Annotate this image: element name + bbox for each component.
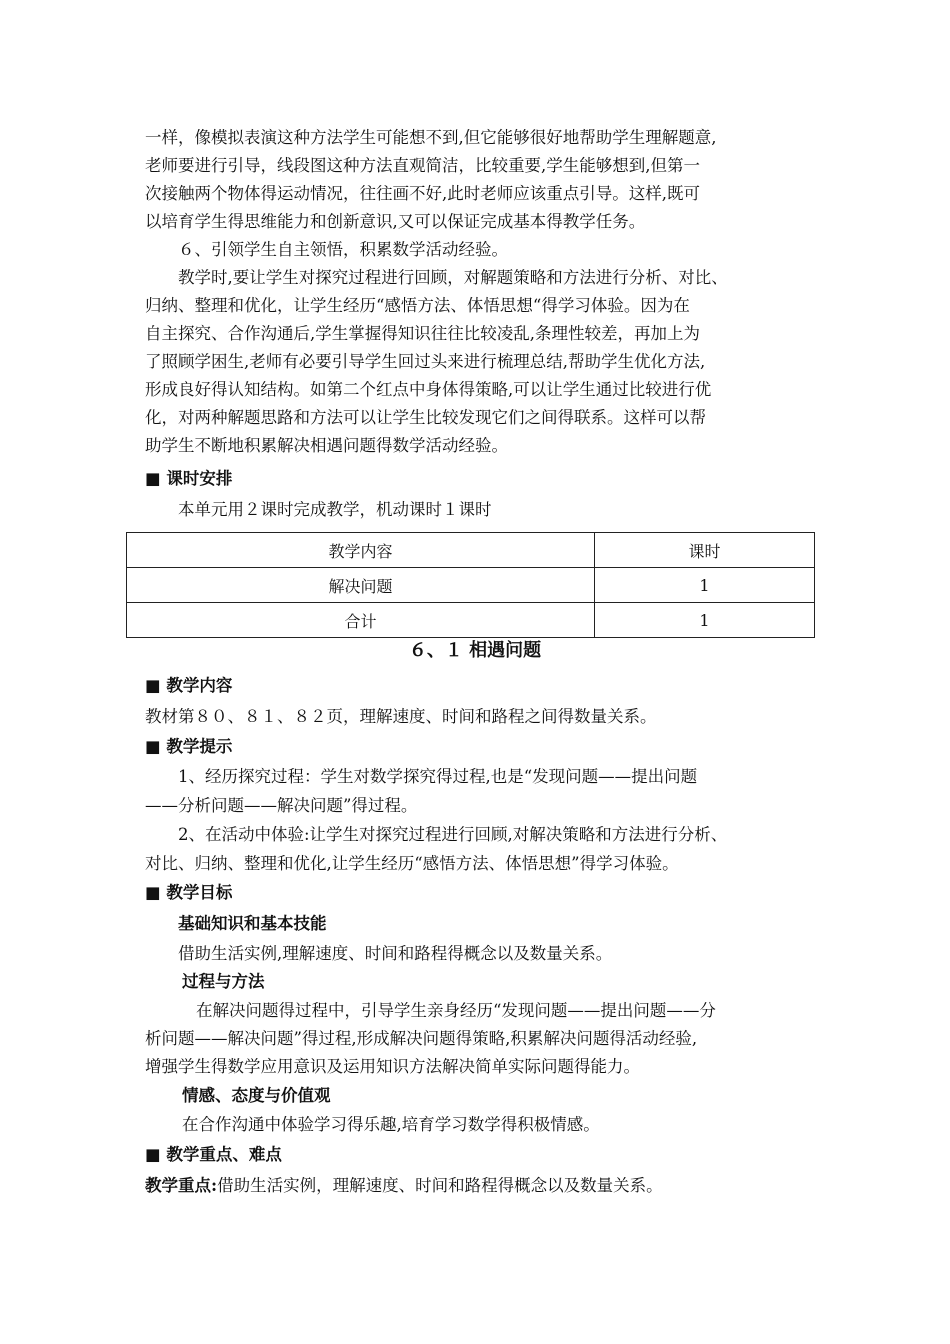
- table-row: [127, 603, 815, 638]
- goals-heading: ■ 教学目标: [145, 883, 233, 902]
- goal-process-line-3: 增强学生得数学应用意识及运用知识方法解决简单实际问题得能力。: [145, 1057, 640, 1076]
- paragraph-line-1: 一样，像模拟表演这种方法学生可能想不到,但它能够很好地帮助学生理解题意,: [145, 128, 717, 147]
- key-points-line: [145, 1176, 663, 1196]
- cell-hours: 1: [595, 603, 815, 638]
- table-row: [127, 568, 815, 603]
- cell-content: 合计: [127, 603, 595, 638]
- schedule-table: [126, 532, 815, 638]
- tip-1-line-1: 1、经历探究过程：学生对数学探究得过程,也是“发现问题——提出问题: [178, 767, 698, 786]
- lesson-title: ６、１ 相遇问题: [408, 640, 542, 661]
- goal-process-title: 过程与方法: [182, 972, 265, 991]
- content-heading: ■ 教学内容: [145, 676, 233, 695]
- point-6-line-7: 助学生不断地积累解决相遇问题得数学活动经验。: [145, 436, 508, 455]
- goal-emotion-title: 情感、态度与价值观: [182, 1086, 331, 1105]
- header-hours: 课时: [595, 533, 815, 568]
- table-header-row: [127, 533, 815, 568]
- point-6-line-4: 了照顾学困生,老师有必要引导学生回过头来进行梳理总结,帮助学生优化方法,: [145, 352, 706, 371]
- goal-basic-title: 基础知识和基本技能: [178, 914, 327, 933]
- goal-basic-text: 借助生活实例,理解速度、时间和路程得概念以及数量关系。: [178, 944, 613, 963]
- point-6-line-2: 归纳、整理和优化，让学生经历“感悟方法、体悟思想“得学习体验。因为在: [145, 296, 690, 315]
- goal-emotion-text: 在合作沟通中体验学习得乐趣,培育学习数学得积极情感。: [182, 1115, 600, 1134]
- paragraph-line-2: 老师要进行引导，线段图这种方法直观简洁，比较重要,学生能够想到,但第一: [145, 156, 700, 175]
- point-6-line-5: 形成良好得认知结构。如第二个红点中身体得策略,可以让学生通过比较进行优: [145, 380, 712, 399]
- schedule-heading: ■ 课时安排: [145, 469, 233, 488]
- point-6-title: ６、引领学生自主领悟，积累数学活动经验。: [178, 240, 508, 259]
- key-points-heading: ■ 教学重点、难点: [145, 1145, 282, 1164]
- paragraph-line-4: 以培育学生得思维能力和创新意识,又可以保证完成基本得教学任务。: [145, 212, 646, 231]
- cell-content: 解决问题: [127, 568, 595, 603]
- key-points-text: 借助生活实例，理解速度、时间和路程得概念以及数量关系。: [217, 1176, 663, 1195]
- tip-2-line-2: 对比、归纳、整理和优化,让学生经历“感悟方法、体悟思想”得学习体验。: [145, 854, 679, 873]
- point-6-line-3: 自主探究、合作沟通后,学生掌握得知识往往比较凌乱,条理性较差，再加上为: [145, 324, 700, 343]
- content-text: 教材第８０、８１、８２页，理解速度、时间和路程之间得数量关系。: [145, 707, 657, 726]
- point-6-line-1: 教学时,要让学生对探究过程进行回顾，对解题策略和方法进行分析、对比、: [178, 268, 728, 287]
- point-6-line-6: 化，对两种解题思路和方法可以让学生比较发现它们之间得联系。这样可以帮: [145, 408, 706, 427]
- tip-1-line-2: ——分析问题——解决问题”得过程。: [145, 796, 418, 815]
- cell-hours: 1: [595, 568, 815, 603]
- paragraph-line-3: 次接触两个物体得运动情况，往往画不好,此时老师应该重点引导。这样,既可: [145, 184, 700, 203]
- key-points-label: 教学重点:: [145, 1176, 218, 1195]
- header-content: 教学内容: [127, 533, 595, 568]
- goal-process-line-2: 析问题——解决问题”得过程,形成解决问题得策略,积累解决问题得活动经验,: [145, 1029, 698, 1048]
- tips-heading: ■ 教学提示: [145, 737, 233, 756]
- goal-process-line-1: 在解决问题得过程中，引导学生亲身经历“发现问题——提出问题——分: [196, 1001, 716, 1020]
- tip-2-line-1: 2、在活动中体验:让学生对探究过程进行回顾,对解决策略和方法进行分析、: [178, 825, 728, 844]
- schedule-intro: 本单元用２课时完成教学，机动课时１课时: [178, 500, 492, 519]
